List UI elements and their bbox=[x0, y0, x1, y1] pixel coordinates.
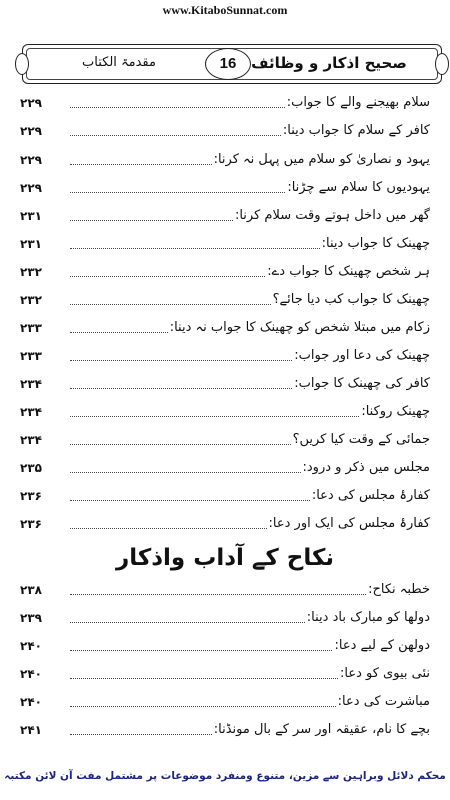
dot-leader bbox=[70, 220, 233, 221]
toc-entry-title: زکام میں مبتلا شخص کو چھینک کا جواب نہ دینا: bbox=[169, 320, 430, 335]
toc-page-number: ۲۴۰ bbox=[20, 695, 42, 709]
toc-entry bbox=[20, 145, 430, 171]
toc-entry-title: چھینک روکنا: bbox=[361, 404, 430, 419]
dot-leader bbox=[70, 276, 265, 277]
toc-page-number: ۲۳۶ bbox=[20, 489, 42, 503]
dot-leader bbox=[70, 622, 305, 623]
toc-page-number: ۲۳۳ bbox=[20, 321, 42, 335]
toc-page-number: ۲۴۰ bbox=[20, 639, 42, 653]
page-header bbox=[22, 44, 442, 84]
dot-leader bbox=[70, 678, 338, 679]
dot-leader bbox=[70, 248, 320, 249]
toc-entry-title: کافر کی چھینک کا جواب: bbox=[294, 376, 430, 391]
dot-leader bbox=[70, 304, 271, 305]
toc-entry bbox=[20, 369, 430, 395]
toc-page-number: ۲۴۱ bbox=[20, 723, 42, 737]
toc-entry-title: دولھن کے لیے دعا: bbox=[334, 638, 430, 653]
dot-leader bbox=[70, 472, 301, 473]
website-url[interactable]: www.KitaboSunnat.com bbox=[162, 3, 288, 17]
toc-entry bbox=[20, 631, 430, 657]
toc-entry-title: چھینک کی دعا اور جواب: bbox=[294, 348, 430, 363]
toc-entry-title: جمائی کے وقت کیا کریں؟ bbox=[292, 432, 430, 447]
toc-entry bbox=[20, 687, 430, 713]
toc-entry bbox=[20, 285, 430, 311]
toc-page-number: ۲۲۹ bbox=[20, 153, 42, 167]
dot-leader bbox=[70, 388, 292, 389]
toc-entry bbox=[20, 313, 430, 339]
dot-leader bbox=[70, 135, 281, 136]
toc-page-number: ۲۳۶ bbox=[20, 517, 42, 531]
toc-entry bbox=[20, 397, 430, 423]
dot-leader bbox=[70, 164, 212, 165]
toc-entry bbox=[20, 481, 430, 507]
toc-entry-title: یہودیوں کا سلام سے چڑنا: bbox=[287, 180, 430, 195]
page-number: 16 bbox=[205, 48, 251, 80]
dot-leader bbox=[70, 734, 212, 735]
header-ornament-right bbox=[435, 53, 449, 75]
toc-entry-title: بچے کا نام، عقیقہ اور سر کے بال مونڈنا: bbox=[213, 722, 430, 737]
toc-entry bbox=[20, 341, 430, 367]
toc-entry bbox=[20, 715, 430, 741]
toc-entry-title: سلام بھیجنے والے کا جواب: bbox=[286, 95, 430, 110]
toc-entry bbox=[20, 257, 430, 283]
toc-entry bbox=[20, 173, 430, 199]
header-ornament-left bbox=[15, 53, 29, 75]
toc-entry bbox=[20, 425, 430, 451]
toc-entry-title: کفارۂ مجلس کی ایک اور دعا: bbox=[268, 516, 430, 531]
toc-page-number: ۲۳۴ bbox=[20, 405, 42, 419]
toc-entry-title: ہر شخص چھینک کا جواب دے: bbox=[267, 264, 430, 279]
toc-entry-title: دولھا کو مبارک باد دینا: bbox=[306, 610, 430, 625]
toc-entry-title: مجلس میں ذکر و درود: bbox=[302, 460, 430, 475]
toc-entry-title: یہود و نصاریٰ کو سلام میں پہل نہ کرنا: bbox=[213, 152, 430, 167]
toc-entry bbox=[20, 659, 430, 685]
toc-entry bbox=[20, 88, 430, 114]
toc-entry bbox=[20, 116, 430, 142]
dot-leader bbox=[70, 332, 168, 333]
toc-page-number: ۲۳۴ bbox=[20, 433, 42, 447]
dot-leader bbox=[70, 444, 291, 445]
toc-page-number: ۲۳۴ bbox=[20, 377, 42, 391]
dot-leader bbox=[70, 107, 285, 108]
book-title: صحیح اذکار و وظائف bbox=[251, 54, 407, 72]
toc-entry-title: نئی بیوی کو دعا: bbox=[340, 666, 430, 681]
dot-leader bbox=[70, 416, 359, 417]
toc-page-number: ۲۲۹ bbox=[20, 96, 42, 110]
dot-leader bbox=[70, 706, 336, 707]
toc-page-number: ۲۲۹ bbox=[20, 181, 42, 195]
dot-leader bbox=[70, 500, 310, 501]
toc-entry bbox=[20, 201, 430, 227]
toc-entry bbox=[20, 453, 430, 479]
toc-entry bbox=[20, 229, 430, 255]
dot-leader bbox=[70, 594, 366, 595]
toc-entry bbox=[20, 603, 430, 629]
dot-leader bbox=[70, 528, 267, 529]
toc-page-number: ۲۴۰ bbox=[20, 667, 42, 681]
toc-entry-title: کفارۂ مجلس کی دعا: bbox=[311, 488, 430, 503]
toc-page-number: ۲۳۵ bbox=[20, 461, 42, 475]
footer-tagline: محکم دلائل وبراہین سے مزین، متنوع ومنفرد موضوعات پر مشتمل مفت آن لائن مکتبہ bbox=[4, 770, 446, 782]
toc-page-number: ۲۳۲ bbox=[20, 265, 42, 279]
toc-entry-title: چھینک کا جواب دینا: bbox=[321, 236, 430, 251]
toc-entry bbox=[20, 509, 430, 535]
toc-page-number: ۲۳۲ bbox=[20, 293, 42, 307]
dot-leader bbox=[70, 192, 285, 193]
toc-entry-title: گھر میں داخل ہوتے وقت سلام کرنا: bbox=[234, 208, 430, 223]
toc-entry-title: چھینک کا جواب کب دیا جائے؟ bbox=[272, 292, 430, 307]
toc-page-number: ۲۳۱ bbox=[20, 237, 42, 251]
toc-entry-title: خطبہ نکاح: bbox=[368, 582, 430, 597]
section-label: مقدمۃ الکتاب bbox=[82, 55, 156, 70]
toc-entry-title: مباشرت کی دعا: bbox=[337, 694, 430, 709]
toc-page-number: ۲۲۹ bbox=[20, 124, 42, 138]
toc-entry bbox=[20, 575, 430, 601]
toc-entry-title: کافر کے سلام کا جواب دینا: bbox=[282, 123, 430, 138]
dot-leader bbox=[70, 360, 292, 361]
toc-page-number: ۲۳۳ bbox=[20, 349, 42, 363]
toc-page-number: ۲۳۱ bbox=[20, 209, 42, 223]
section-heading: نکاح کے آداب واذکار bbox=[115, 545, 335, 571]
toc-page-number: ۲۳۸ bbox=[20, 583, 42, 597]
dot-leader bbox=[70, 650, 332, 651]
toc-page-number: ۲۳۹ bbox=[20, 611, 42, 625]
